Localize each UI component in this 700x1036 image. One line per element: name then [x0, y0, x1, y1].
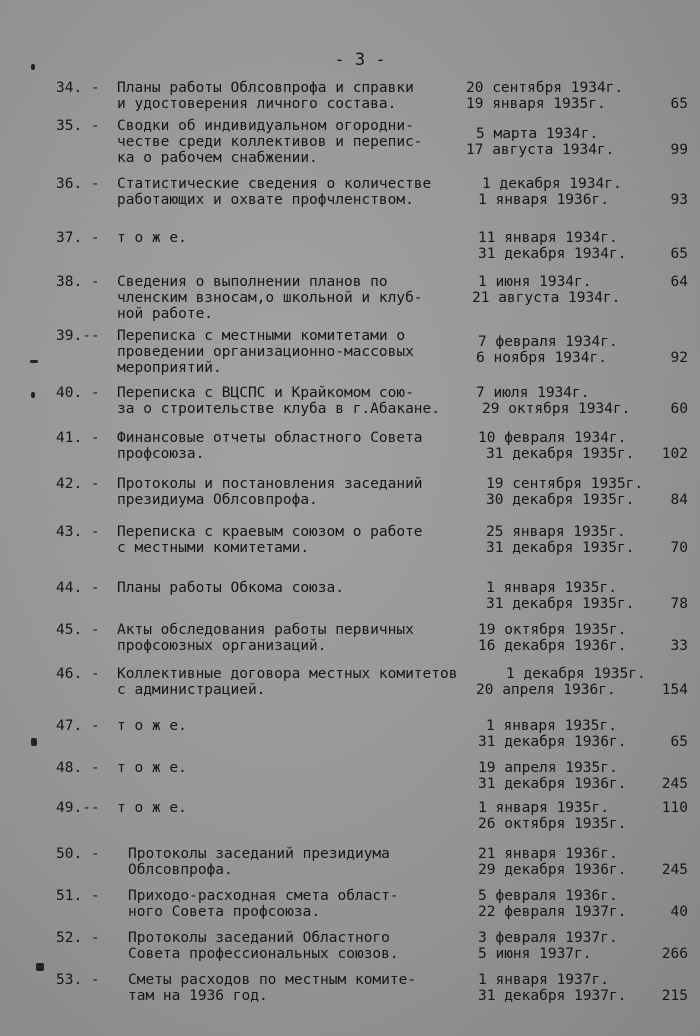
entry-description [117, 476, 477, 508]
entry-description-line: с администрацией. [117, 682, 266, 698]
entry-start-date: 7 февраля 1934г. [478, 334, 618, 350]
entry-end-date: 19 января 1935г. [466, 96, 606, 112]
entry-page-count: 84 [670, 492, 688, 508]
entry-description [117, 385, 477, 417]
entry-description [117, 80, 477, 112]
entry-end-date: 29 декабря 1936г. [478, 862, 627, 878]
entry-end-date: 29 октября 1934г. [482, 401, 631, 417]
entry-end-date: 20 апреля 1936г. [476, 682, 616, 698]
entry-description-line: ной работе. [117, 306, 214, 322]
entry-page-count: 215 [661, 988, 688, 1004]
entry-start-date: 1 декабря 1935г. [506, 666, 646, 682]
entry-start-date: 10 февраля 1934г. [478, 430, 627, 446]
entry-page-count: 93 [670, 192, 688, 208]
entry-end-date: 31 декабря 1935г. [486, 596, 635, 612]
entry-start-date: 5 марта 1934г. [476, 126, 599, 142]
entry-description-line: работающих и охвате профчленством. [117, 192, 414, 208]
entry-description-line: Сведения о выполнении планов по [117, 274, 388, 290]
entry-description [117, 580, 477, 596]
entry-number: 48. - [56, 760, 100, 776]
entry-start-date: 7 июля 1934г. [476, 385, 590, 401]
entry-number: 45. - [56, 622, 100, 638]
entry-description [117, 274, 477, 322]
entry-description [117, 666, 477, 698]
entry-number: 46. - [56, 666, 100, 682]
entry-page-count: 92 [670, 350, 688, 366]
entry-page-count: 40 [670, 904, 688, 920]
entry-description-line: членским взносам,о школьной и клуб- [117, 290, 423, 306]
entry-page-count: 70 [670, 540, 688, 556]
entry-end-date: 31 декабря 1935г. [486, 446, 635, 462]
entry-start-date: 1 января 1935г. [478, 800, 609, 816]
entry-start-date: 19 апреля 1935г. [478, 760, 618, 776]
entry-page-count: 65 [670, 246, 688, 262]
entry-description-line: ного Совета профсоюза. [128, 904, 321, 920]
entry-description-line: Совета профессиональных союзов. [128, 946, 399, 962]
entry-description-line: Статистические сведения о количестве [117, 176, 432, 192]
entry-description-line: мероприятий. [117, 360, 222, 376]
margin-mark [31, 64, 35, 70]
entry-number: 35. - [56, 118, 100, 134]
entry-description-line: профсоюзных организаций. [117, 638, 327, 654]
entry-number: 44. - [56, 580, 100, 596]
entry-start-date: 1 января 1935г. [486, 580, 617, 596]
entry-description-line: там на 1936 год. [128, 988, 268, 1004]
entry-number: 34. - [56, 80, 100, 96]
entry-number: 52. - [56, 930, 100, 946]
entry-page-count: 245 [661, 776, 688, 792]
entry-end-date: 22 февраля 1937г. [478, 904, 627, 920]
entry-description [117, 430, 477, 462]
entry-page-count: 64 [670, 274, 688, 290]
entry-description-line: Приходо-расходная смета област- [128, 888, 399, 904]
entry-description-line: Планы работы Обкома союза. [117, 580, 344, 596]
entry-description-line: проведении организационно-массовых [117, 344, 414, 360]
entry-page-count: 65 [670, 96, 688, 112]
entry-page-count: 266 [661, 946, 688, 962]
entry-number: 49.-- [56, 800, 100, 816]
entry-description-line: Облсовпрофа. [128, 862, 233, 878]
entry-end-date: 31 декабря 1936г. [478, 776, 627, 792]
entry-start-date: 1 декабря 1934г. [482, 176, 622, 192]
entry-description [117, 718, 477, 734]
entry-description-line: Протоколы заседаний президиума [128, 846, 390, 862]
entry-description-line: и удостоверения личного состава. [117, 96, 397, 112]
entry-start-date: 1 июня 1934г. [478, 274, 592, 290]
entry-description-line: Сметы расходов по местным комите- [128, 972, 417, 988]
entry-end-date: 21 августа 1934г. [472, 290, 621, 306]
entry-description [117, 760, 477, 776]
entry-description-line: Планы работы Облсовпрофа и справки [117, 80, 414, 96]
entry-start-date: 3 февраля 1937г. [478, 930, 618, 946]
entry-description [117, 524, 477, 556]
entry-number: 42. - [56, 476, 100, 492]
entry-number: 37. - [56, 230, 100, 246]
page-number: - 3 - [334, 50, 386, 70]
entry-start-date: 21 января 1936г. [478, 846, 618, 862]
entry-description-line: Переписка с краевым союзом о работе [117, 524, 423, 540]
entry-description [128, 846, 488, 878]
margin-mark [36, 963, 44, 971]
entry-number: 40. - [56, 385, 100, 401]
entry-description-line: Акты обследования работы первичных [117, 622, 414, 638]
entry-number: 43. - [56, 524, 100, 540]
entry-end-date: 31 декабря 1935г. [486, 540, 635, 556]
entry-description [117, 328, 477, 376]
entry-number: 39.-- [56, 328, 100, 344]
entry-page-count: 33 [670, 638, 688, 654]
entry-page-count: 78 [670, 596, 688, 612]
entry-description [128, 930, 488, 962]
entry-description-line: Переписка с ВЦСПС и Крайкомом сою- [117, 385, 414, 401]
entry-description [128, 888, 488, 920]
entry-description [117, 176, 477, 208]
entry-description-line: т о ж е. [117, 760, 187, 776]
entry-end-date: 16 декабря 1936г. [478, 638, 627, 654]
entry-description [117, 118, 477, 166]
entry-page-count: 60 [670, 401, 688, 417]
entry-description [117, 800, 477, 816]
entry-number: 50. - [56, 846, 100, 862]
entry-description-line: за о строительстве клуба в г.Абакане. [117, 401, 441, 417]
margin-mark [31, 738, 37, 746]
entry-end-date: 17 августа 1934г. [466, 142, 615, 158]
entry-end-date: 6 ноября 1934г. [476, 350, 607, 366]
entry-start-date: 20 сентября 1934г. [466, 80, 624, 96]
margin-mark [31, 392, 35, 398]
entry-number: 38. - [56, 274, 100, 290]
entry-page-count: 245 [661, 862, 688, 878]
entry-end-date: 31 декабря 1936г. [478, 734, 627, 750]
entry-number: 51. - [56, 888, 100, 904]
entry-start-date: 1 января 1935г. [486, 718, 617, 734]
entry-end-date: 5 июня 1937г. [478, 946, 592, 962]
entry-description [117, 622, 477, 654]
entry-start-date: 5 февраля 1936г. [478, 888, 618, 904]
entry-description-line: профсоюза. [117, 446, 205, 462]
margin-mark [30, 360, 38, 363]
entry-number: 47. - [56, 718, 100, 734]
entry-end-date: 26 октября 1935г. [478, 816, 627, 832]
entry-description-line: т о ж е. [117, 718, 187, 734]
entry-start-date: 11 января 1934г. [478, 230, 618, 246]
entry-number: 36. - [56, 176, 100, 192]
entry-page-count: 99 [670, 142, 688, 158]
entry-end-date: 31 декабря 1937г. [478, 988, 627, 1004]
entry-description-line: Протоколы и постановления заседаний [117, 476, 423, 492]
entry-description-line: т о ж е. [117, 230, 187, 246]
entry-description-line: Переписка с местными комитетами о [117, 328, 406, 344]
entry-page-count: 110 [661, 800, 688, 816]
entry-start-date: 19 сентября 1935г. [486, 476, 644, 492]
entry-description-line: ка о рабочем снабжении. [117, 150, 318, 166]
entry-description-line: Сводки об индивидуальном огородни- [117, 118, 414, 134]
entry-start-date: 1 января 1937г. [478, 972, 609, 988]
entry-number: 41. - [56, 430, 100, 446]
entry-description-line: честве среди коллективов и перепис- [117, 134, 423, 150]
entry-number: 53. - [56, 972, 100, 988]
entry-start-date: 19 октября 1935г. [478, 622, 627, 638]
entry-description [117, 230, 477, 246]
entry-description [128, 972, 488, 1004]
entry-description-line: Финансовые отчеты областного Совета [117, 430, 423, 446]
entry-description-line: с местными комитетами. [117, 540, 310, 556]
entry-page-count: 154 [661, 682, 688, 698]
entry-description-line: т о ж е. [117, 800, 187, 816]
entry-description-line: Протоколы заседаний Областного [128, 930, 390, 946]
entry-page-count: 102 [661, 446, 688, 462]
entry-start-date: 25 января 1935г. [486, 524, 626, 540]
entry-end-date: 1 января 1936г. [478, 192, 609, 208]
entry-end-date: 31 декабря 1934г. [478, 246, 627, 262]
entry-end-date: 30 декабря 1935г. [486, 492, 635, 508]
entry-page-count: 65 [670, 734, 688, 750]
entry-description-line: президиума Облсовпрофа. [117, 492, 318, 508]
entry-description-line: Коллективные договора местных комитетов [117, 666, 458, 682]
